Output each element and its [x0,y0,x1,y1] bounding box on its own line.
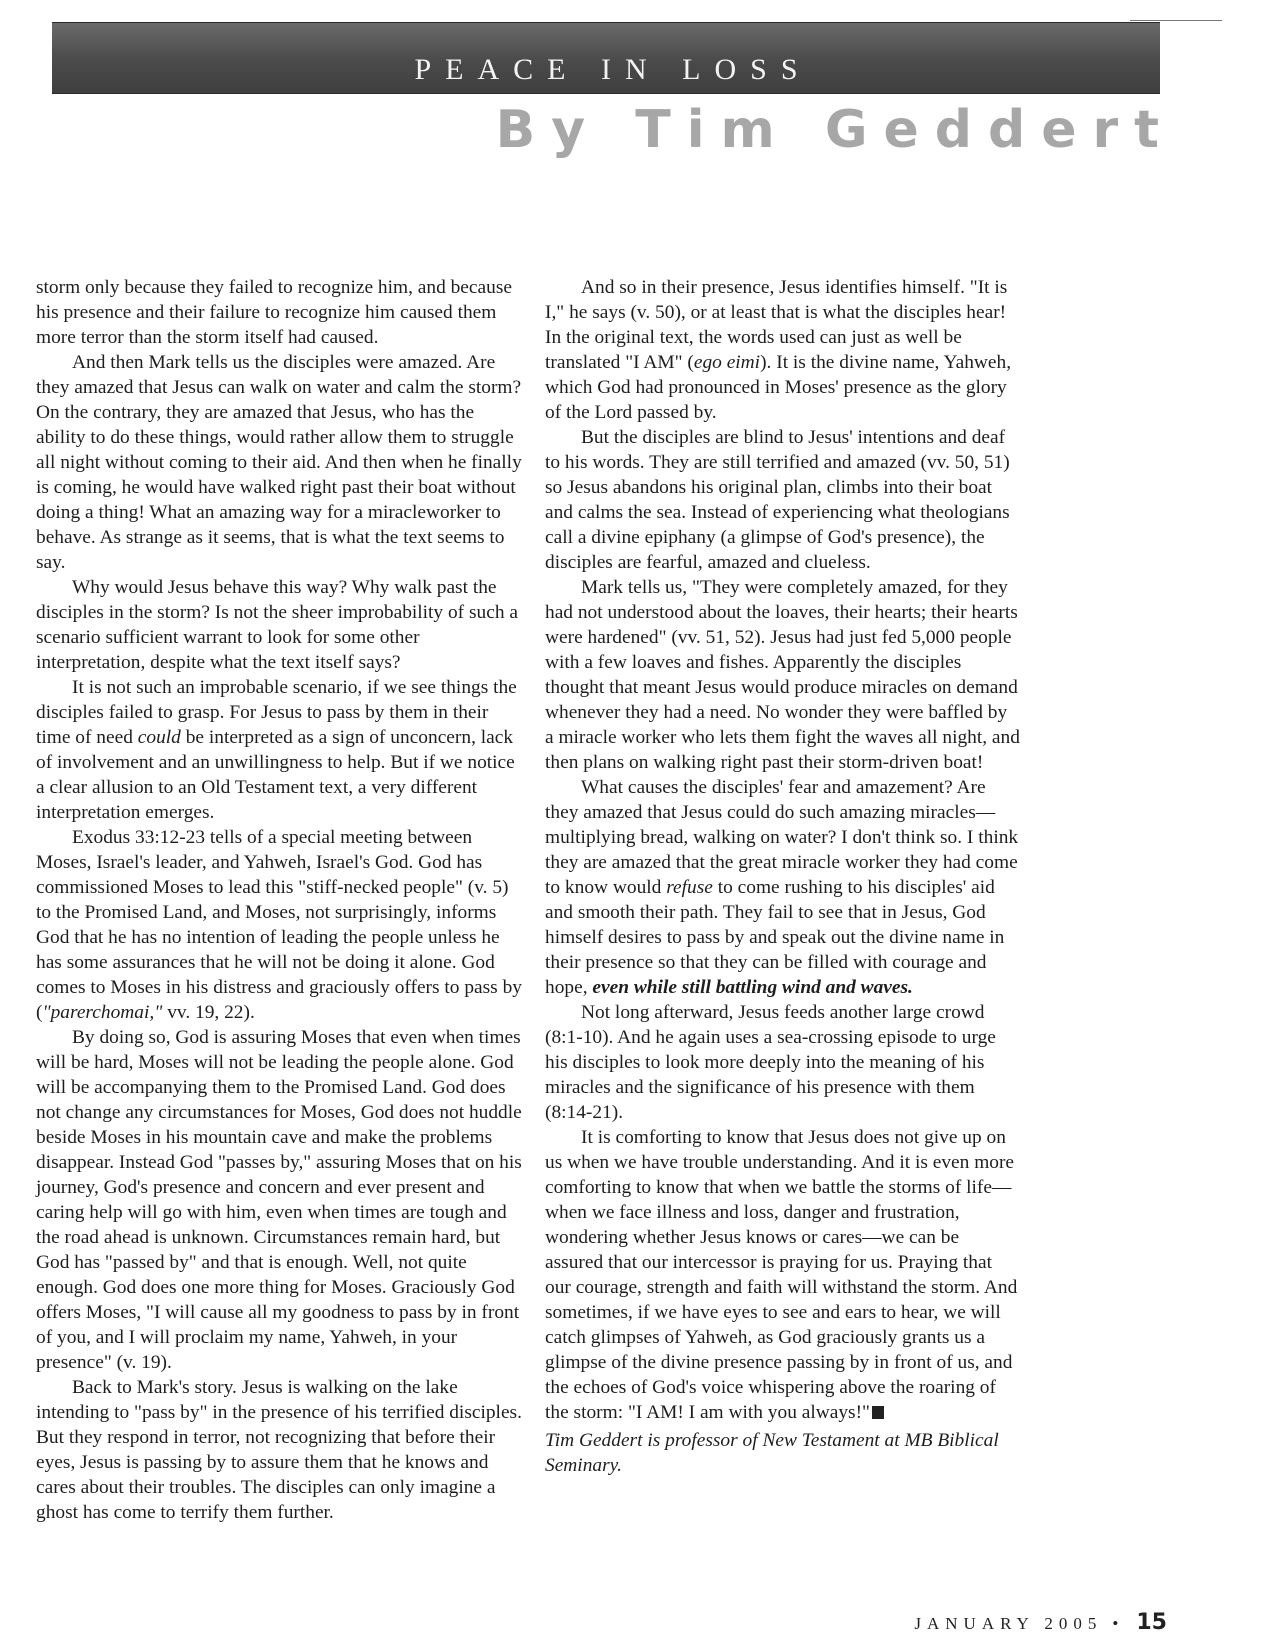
text-run: And so in their presence, Jesus identifies himself. "It is I," he says (v. 50), or at least that is what the disciples hear! In the original text, the words used can just as well be translated "I AM" ( [545,277,1008,373]
text-run: What causes the disciples' fear and amazement? Are they amazed that Jesus could do such amazing miracles—multiplying bread, walking on water? I don't think so. I think they are amazed that the great miracle worker they had come to know would [545,777,1019,898]
paragraph [545,775,1020,1000]
text-run: be interpreted as a sign of unconcern, lack of involvement and an unwillingness to help. But if we notice a clear allusion to an Old Testament text, a very different interpretation emerges. [36,727,515,823]
paragraph [36,825,526,1025]
text-run: Exodus 33:12-23 tells of a special meeting between Moses, Israel's leader, and Yahweh, Israel's God. God has commissioned Moses to lead this "stiff-necked people" (v. 5) to the Promised Land, and Moses, not surprisingly, informs God that he has no intention of leading the people unless he has some assurances that he will not be doing it alone. God comes to Moses in his distress and graciously offers to pass by ( [36,827,522,1023]
paragraph: Back to Mark's story. Jesus is walking on the lake intending to "pass by" in the presence of his terrified disciples. But they respond in terror, not recognizing that before their eyes, Jesus is passing by to assure them that he knows and cares about their troubles. The disciples can only imagine a ghost has come to terrify them further. [36,1377,522,1523]
paragraph [545,1125,1020,1425]
paragraph: storm only because they failed to recognize him, and because his presence and their failure to recognize him caused them more terror than the storm itself had caused. [36,277,512,348]
text-run: vv. 19, 22). [162,1002,255,1023]
page-number: 15 [1136,1610,1167,1635]
issue-date: JANUARY 2005 [914,1614,1103,1633]
emphasis: could [137,727,181,748]
paragraph [36,675,526,825]
paragraph: By doing so, God is assuring Moses that even when times will be hard, Moses will not be leading the people alone. God will be accompanying them to the Promised Land. God does not change any circumstances for Moses, God does not huddle beside Moses in his mountain cave and make the problems disappear. Instead God "passes by," assuring Moses that on his journey, God's presence and concern and ever present and caring help will go with him, even when times are tough and the road ahead is unknown. Circumstances remain hard, but God has "passed by" and that is enough. Well, not quite enough. God does one more thing for Moses. Graciously God offers Moses, "I will cause all my goodness to pass by in front of you, and I will proclaim my name, Yahweh, in your presence" (v. 19). [36,1027,522,1373]
text-run: to come rushing to his disciples' aid and smooth their path. They fail to see that in Jesus, God himself desires to pass by and speak out the divine name in their presence so that they can be filled with courage and hope, [545,877,1005,998]
paragraph: Mark tells us, "They were completely amazed, for they had not understood about the loaves, their hearts; their hearts were hardened" (vv. 51, 52). Jesus had just fed 5,000 people with a few loaves and fishes. Apparently the disciples thought that meant Jesus would produce miracles on demand whenever they had a need. No wonder they were baffled by a miracle worker who lets them fight the waves all night, and then plans on walking right past their storm-driven boat! [545,577,1020,773]
text-run: It is comforting to know that Jesus does not give up on us when we have trouble understanding. And it is even more comforting to know that when we battle the storms of life— when we face illness and loss, danger and frustration, wondering whether Jesus knows or cares—we can be assured that our intercessor is praying for us. Praying that our courage, strength and faith will withstand the storm. And sometimes, if we have eyes to see and ears to hear, we will catch glimpses of Yahweh, as God graciously grants us a glimpse of the divine presence passing by in front of us, and the echoes of God's voice whispering above the roaring of the storm: "I AM! I am with you always!" [545,1127,1018,1423]
top-rule [1130,20,1222,21]
page-footer [914,1610,1167,1635]
text-run: ). It is the divine name, Yahweh, which God had pronounced in Moses' presence as the glory of the Lord passed by. [545,352,1012,423]
emphasis: refuse [666,877,713,898]
emphasis: ego eimi [693,352,761,373]
right-column [545,275,1020,1478]
end-of-article-mark [872,1406,884,1419]
paragraph: But the disciples are blind to Jesus' intentions and deaf to his words. They are still terrified and amazed (vv. 50, 51) so Jesus abandons his original plan, climbs into their boat and calms the sea. Instead of experiencing what theologians call a divine epiphany (a glimpse of God's presence), the disciples are fearful, amazed and clueless. [545,427,1010,573]
paragraph: Why would Jesus behave this way? Why walk past the disciples in the storm? Is not the sheer improbability of such a scenario sufficient warrant to look for some other interpretation, despite what the text itself says? [36,577,518,673]
author-bio: Tim Geddert is professor of New Testament at MB Biblical Seminary. [545,1430,999,1476]
paragraph: And then Mark tells us the disciples were amazed. Are they amazed that Jesus can walk on water and calm the storm? On the contrary, they are amazed that Jesus, who has the ability to do these things, would rather allow them to struggle all night without coming to their aid. And then when he finally is coming, he would have walked right past their boat without doing a thing! What an amazing way for a miracleworker to behave. As strange as it seems, that is what the text seems to say. [36,352,522,573]
text-run: It is not such an improbable scenario, if we see things the disciples failed to grasp. For Jesus to pass by them in their time of need [36,677,517,748]
title-banner [52,22,1160,94]
article-title: PEACE IN LOSS [414,53,812,86]
bold-emphasis: even while still battling wind and waves. [592,977,913,998]
author-byline: By Tim Geddert [495,100,1175,160]
paragraph [545,275,1020,425]
emphasis: "parerchomai," [42,1002,163,1023]
left-column [36,275,526,1525]
paragraph: Not long afterward, Jesus feeds another large crowd (8:1-10). And he again uses a sea-crossing episode to urge his disciples to look more deeply into the meaning of his miracles and the significance of his presence with them (8:14-21). [545,1002,996,1123]
footer-bullet: • [1112,1614,1119,1633]
